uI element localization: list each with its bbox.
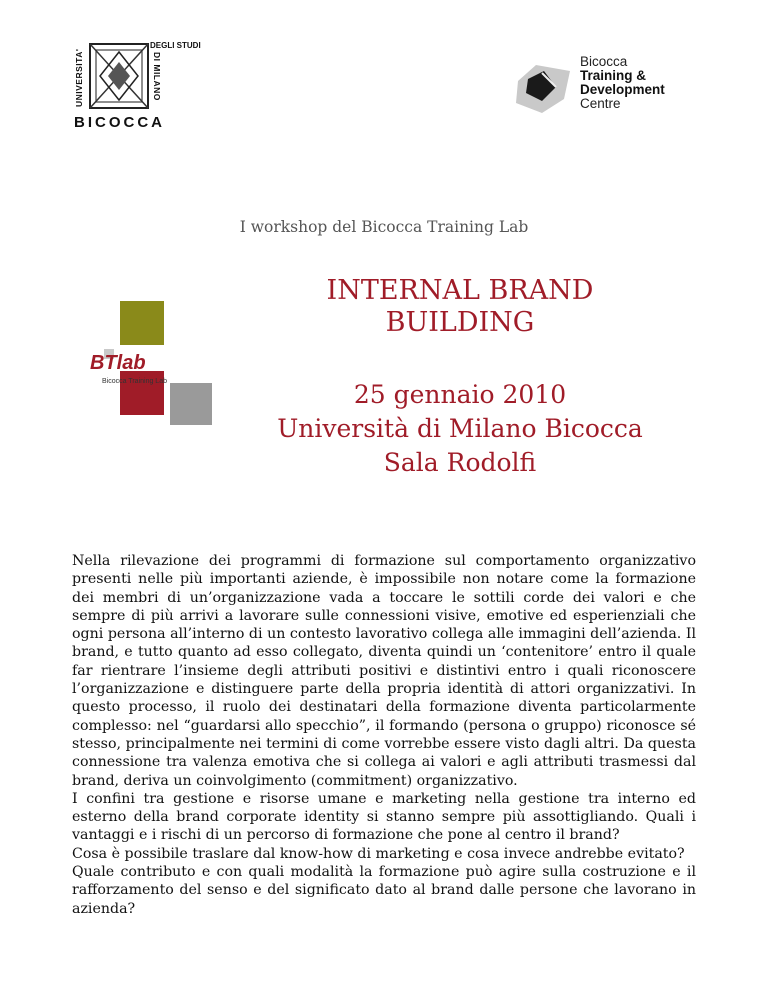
event-room: Sala Rodolfi [383,448,537,477]
university-logo-bottom-text: BICOCCA [74,114,165,131]
title-line: INTERNAL BRAND [326,275,594,306]
university-logo-side-text: DI MILANO [152,52,162,101]
university-logo-top-text: DEGLI STUDI [150,41,201,50]
university-logo-vertical-text: UNIVERSITA' [74,48,84,108]
body-paragraph: I confini tra gestione e risorse umane e marketing nella gestione tra interno ed esterno della brand corporate identity si stanno sempre più assottigliando. Quali i vantaggi e i rischi di un percorso di formazione che pone al centro il brand? [72,790,696,844]
event-info [240,378,680,480]
btlab-logo-graphic [80,297,230,437]
training-centre-line3: Development [580,82,665,97]
training-centre-emblem-icon [512,59,574,117]
btlab-subtitle: Bicocca Training Lab [102,378,167,385]
university-logo [74,40,201,131]
series-title: I workshop del Bicocca Training Lab [239,218,529,236]
page-title [260,275,660,339]
training-centre-line4: Centre [580,96,621,111]
btlab-olive-square [120,301,164,345]
body-text [72,552,696,918]
btlab-logo [80,297,230,437]
university-emblem-icon [88,42,150,112]
body-paragraph: Cosa è possibile traslare dal know-how di marketing e cosa invece andrebbe evitato? [72,845,685,862]
event-venue: Università di Milano Bicocca [277,414,643,443]
btlab-mark: BTlab [90,352,146,374]
training-centre-logo [512,55,692,125]
body-paragraph: Quale contributo e con quali modalità la formazione può agire sulla costruzione e il rafforzamento del senso e del significato dato al brand dalle persone che lavorano in azienda? [72,864,696,917]
training-centre-line1: Bicocca [580,54,628,69]
training-centre-line2: Training & [580,68,647,83]
btlab-grey-square [170,383,212,425]
event-date: 25 gennaio 2010 [353,380,567,409]
body-paragraph: Nella rilevazione dei programmi di formazione sul comportamento organizzativo presenti nelle più importanti aziende, è impossibile non notare come la formazione dei membri di un’organizzazione vada a toccare le sottili corde dei valori e che sempre di più arrivi a lavorare sulle connessioni visive, emotive ed esperienziali che ogni persona all’interno di un contesto lavorativo collega alle immagini dell’azienda. Il brand, e tutto quanto ad esso collegato, diventa quindi un ‘contenitore’ entro il quale far rientrare l’insieme degli attributi positivi e distintivi entro i quali riconoscere l’organizzazione e distinguere parte della propria identità di attori organizzativi. In questo processo, il ruolo dei destinatari della formazione diventa particolarmente complesso: nel “guardarsi allo specchio”, il formando (persona o gruppo) riconosce sé stesso, principalmente nei termini di come vorrebbe essere visto dagli altri. Da questa connessione tra valenza emotiva che si collega ai valori e agli attributi trasmessi dal brand, deriva un coinvolgimento (commitment) organizzativo. [72,553,696,789]
title-line: BUILDING [385,307,535,338]
